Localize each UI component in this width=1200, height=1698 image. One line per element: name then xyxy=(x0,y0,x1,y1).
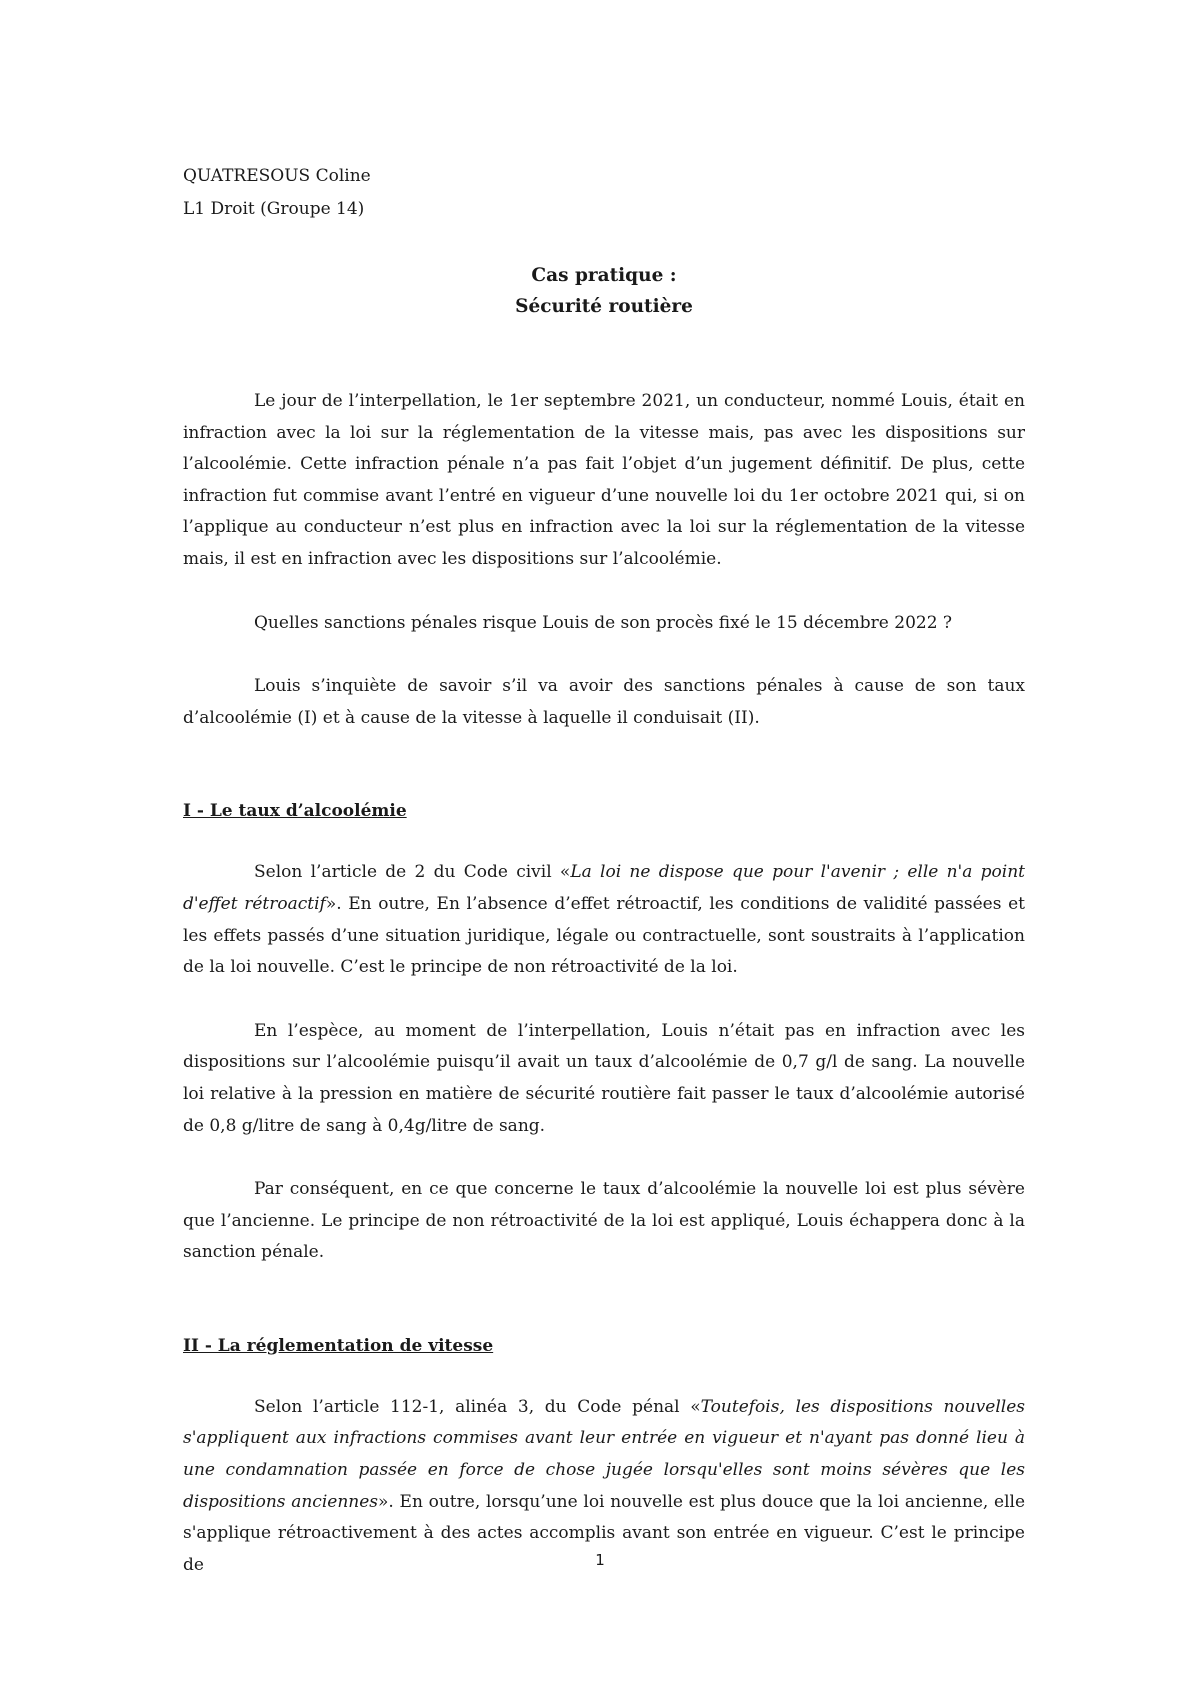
author-name: QUATRESOUS Coline xyxy=(183,166,371,186)
intro-paragraph-3: Louis s’inquiète de savoir s’il va avoir des sanctions pénales à cause de son taux d’alcoolémie (I) et à cause de la vitesse à laquelle il conduisait (II). xyxy=(183,676,1025,728)
title-line-2: Sécurité routière xyxy=(515,296,693,317)
document-page xyxy=(183,160,1025,1581)
page-number: 1 xyxy=(595,1551,605,1569)
intro-question: Quelles sanctions pénales risque Louis de son procès fixé le 15 décembre 2022 ? xyxy=(254,612,953,633)
section-2-quote: Toutefois, les dispositions nouvelles s'appliquent aux infractions commises avant leur entrée en vigueur et n'ayant pas donné lieu à une condamnation passée en force de chose jugée lorsqu'elles sont moins sévères que les dispositions anciennes xyxy=(183,1396,1025,1512)
section-1-paragraph-1-end: ». En outre, En l’absence d’effet rétroactif, les conditions de validité passées et les effets passés d’une situation juridique, légale ou contractuelle, sont soustraits à l’application de la loi nouvelle. C’est le principe de non rétroactivité de la loi. xyxy=(183,893,1026,978)
document-title xyxy=(183,260,1025,322)
section-1-paragraph-3: Par conséquent, en ce que concerne le taux d’alcoolémie la nouvelle loi est plus sévère que l’ancienne. Le principe de non rétroactivité de la loi est appliqué, Louis échappera donc à la sanction pénale. xyxy=(183,1179,1025,1263)
section-1-quote: La loi ne dispose que pour l'avenir ; elle n'a point d'effet rétroactif xyxy=(183,862,1025,914)
course-info: L1 Droit (Groupe 14) xyxy=(183,199,365,219)
title-line-1: Cas pratique : xyxy=(531,265,677,286)
section-2-paragraph-1-end: ». En outre, lorsqu’une loi nouvelle est plus douce que la loi ancienne, elle s'applique rétroactivement à des actes accomplis avant son entrée en vigueur. C’est le principe de xyxy=(183,1491,1025,1575)
section-2-heading: II - La réglementation de vitesse xyxy=(183,1335,494,1356)
section-1-paragraph-1-start: Selon l’article de 2 du Code civil « xyxy=(254,862,571,883)
section-1-paragraph-2: En l’espèce, au moment de l’interpellation, Louis n’était pas en infraction avec les dispositions sur l’alcoolémie puisqu’il avait un taux d’alcoolémie de 0,7 g/l de sang. La nouvelle loi relative à la pression en matière de sécurité routière fait passer le taux d’alcoolémie autorisé de 0,8 g/litre de sang à 0,4g/litre de sang. xyxy=(183,1020,1025,1136)
section-1-heading: I - Le taux d’alcoolémie xyxy=(183,801,407,822)
intro-paragraph-1: Le jour de l’interpellation, le 1er septembre 2021, un conducteur, nommé Louis, était en infraction avec la loi sur la réglementation de la vitesse mais, pas avec les dispositions sur l’alcoolémie. Cette infraction pénale n’a pas fait l’objet d’un jugement définitif. De plus, cette infraction fut commise avant l’entré en vigueur d’une nouvelle loi du 1er octobre 2021 qui, si on l’applique au conducteur n’est plus en infraction avec la loi sur la réglementation de la vitesse mais, il est en infraction avec les dispositions sur l’alcoolémie. xyxy=(183,391,1025,569)
section-2-paragraph-1-start: Selon l’article 112-1, alinéa 3, du Code pénal « xyxy=(254,1396,701,1417)
section-1-paragraph-1 xyxy=(183,857,1025,983)
